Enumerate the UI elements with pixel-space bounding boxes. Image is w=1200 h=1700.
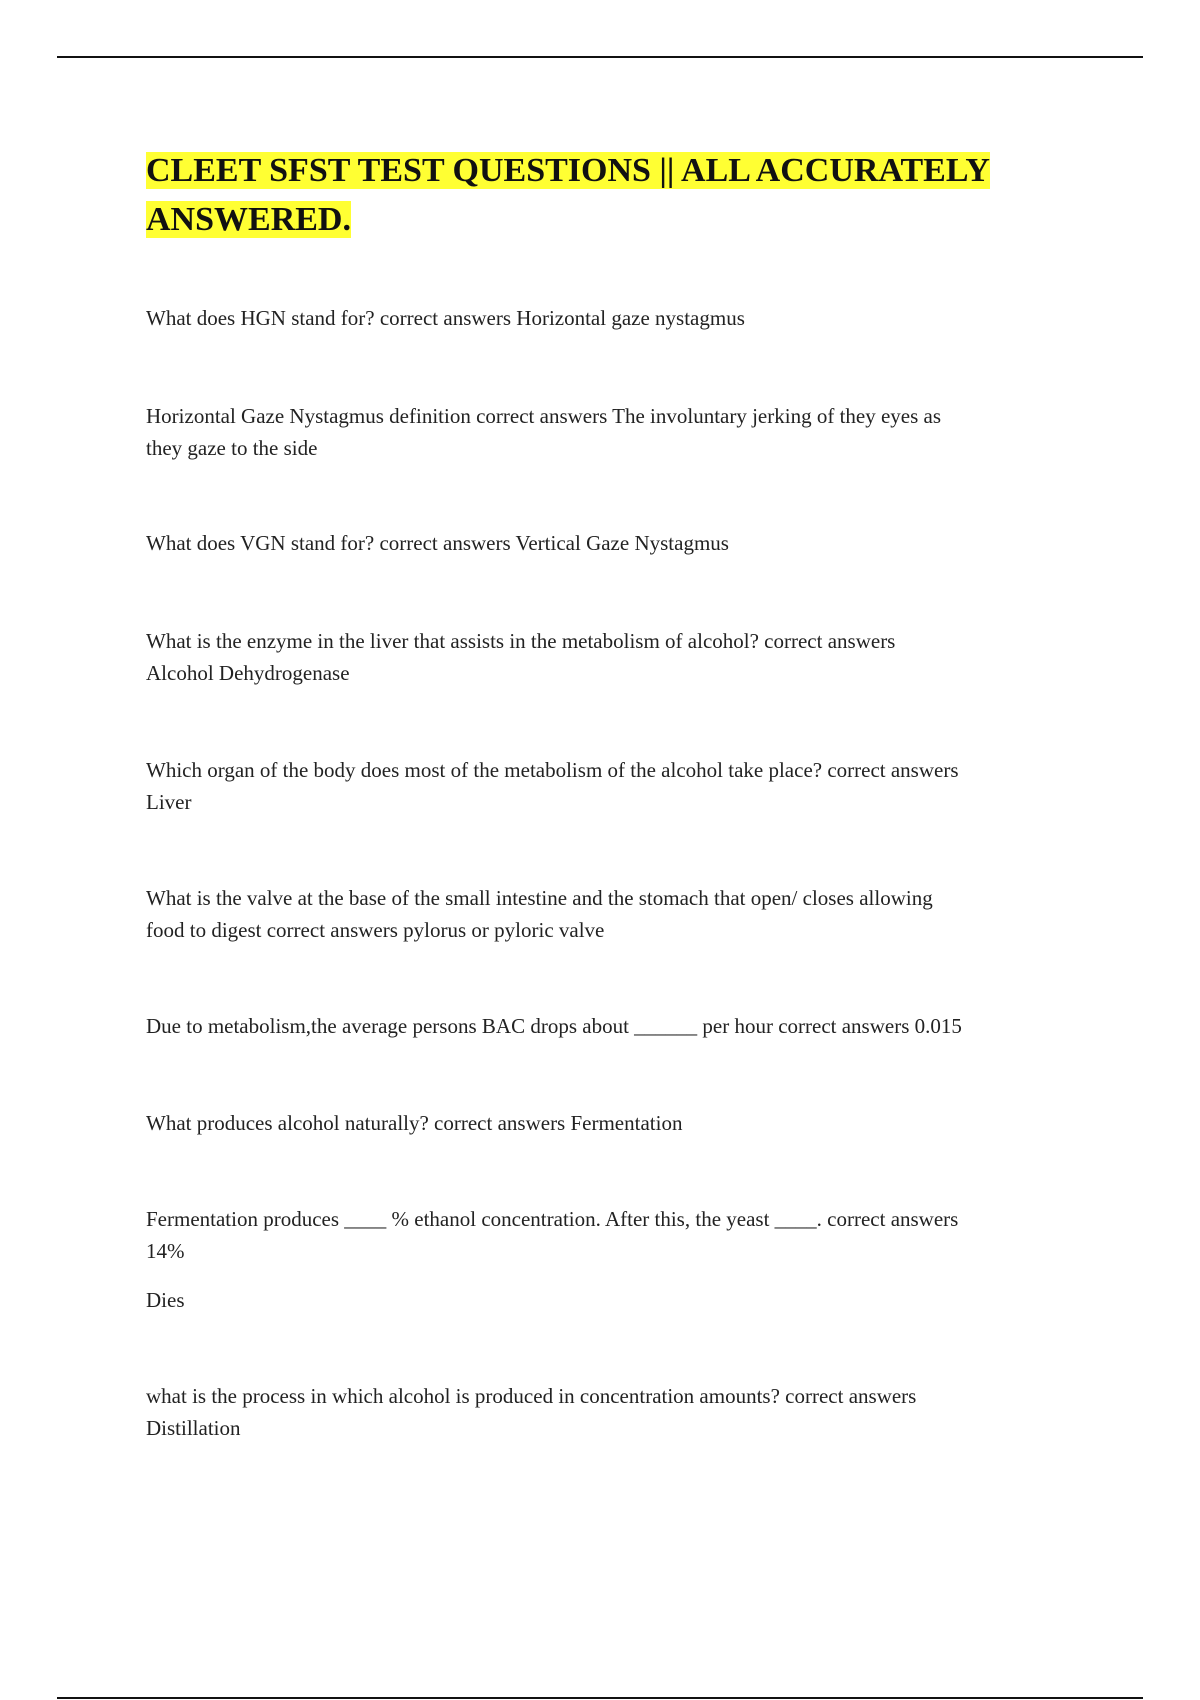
qa-line: what is the process in which alcohol is produced in concentration amounts? correct answers (146, 1384, 917, 1408)
qa-line: Horizontal Gaze Nystagmus definition correct answers The involuntary jerking of they eyes as (146, 404, 942, 428)
qa-line: Dies (146, 1288, 185, 1312)
qa-item-bac-drop (146, 1010, 1096, 1042)
qa-item-natural-alcohol (146, 1107, 1096, 1139)
qa-item-vgn (146, 527, 1096, 559)
qa-line: Liver (146, 790, 192, 814)
title-line-2: ANSWERED. (146, 201, 351, 238)
footer-rule (57, 1697, 1143, 1699)
qa-line: Alcohol Dehydrogenase (146, 661, 350, 685)
qa-line: Distillation (146, 1416, 241, 1440)
qa-line: What produces alcohol naturally? correct answers Fermentation (146, 1111, 683, 1135)
document-title (146, 146, 1096, 244)
qa-line: they gaze to the side (146, 436, 318, 460)
qa-line: Due to metabolism,the average persons BAC drops about ______ per hour correct answers 0.015 (146, 1014, 962, 1038)
qa-line: What is the enzyme in the liver that assists in the metabolism of alcohol? correct answers (146, 629, 896, 653)
qa-item-fermentation-extra (146, 1284, 185, 1316)
qa-item-hgn (146, 302, 1096, 334)
qa-line: What is the valve at the base of the small intestine and the stomach that open/ closes allowing (146, 886, 933, 910)
qa-item-liver-enzyme (146, 625, 1096, 689)
qa-line: Fermentation produces ____ % ethanol concentration. After this, the yeast ____. correct answers (146, 1207, 959, 1231)
qa-item-distillation (146, 1380, 1096, 1444)
title-block (146, 146, 1096, 244)
qa-line: What does VGN stand for? correct answers Vertical Gaze Nystagmus (146, 531, 729, 555)
qa-item-pyloric-valve (146, 882, 1096, 946)
qa-item-metabolism-organ (146, 754, 1096, 818)
header-rule (57, 56, 1143, 58)
qa-item-fermentation (146, 1203, 1096, 1267)
qa-line: What does HGN stand for? correct answers Horizontal gaze nystagmus (146, 306, 745, 330)
qa-line: Which organ of the body does most of the metabolism of the alcohol take place? correct answers (146, 758, 959, 782)
qa-line: 14% (146, 1239, 185, 1263)
qa-line: food to digest correct answers pylorus or pyloric valve (146, 918, 605, 942)
qa-item-hgn-definition (146, 400, 1096, 464)
title-line-1: CLEET SFST TEST QUESTIONS || ALL ACCURATELY (146, 152, 990, 189)
